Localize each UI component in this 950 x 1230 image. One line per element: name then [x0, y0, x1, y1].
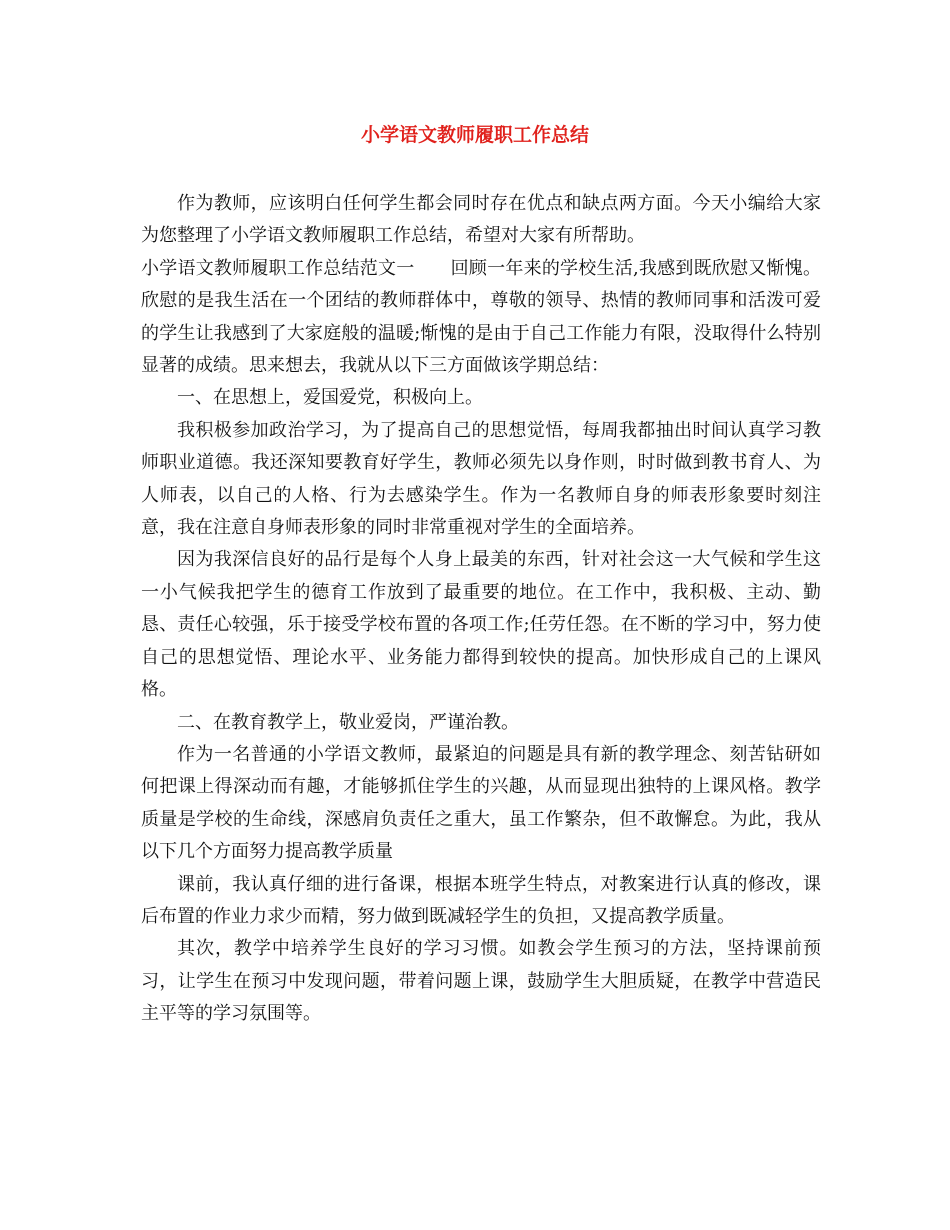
paragraph-sample-one	[141, 253, 821, 383]
document-title: 小学语文教师履职工作总结	[360, 124, 589, 146]
sample-heading: 小学语文教师履职工作总结范文一	[141, 257, 415, 279]
paragraph-prep: 课前，我认真仔细的进行备课，根据本班学生特点，对教案进行认真的修改，课后布置的作业力求少而精，努力做到既减轻学生的负担，又提高教学质量。	[141, 873, 821, 927]
document-body	[141, 188, 821, 1031]
paragraph-study: 我积极参加政治学习，为了提高自己的思想觉悟，每周我都抽出时间认真学习教师职业道德。我还深知要教育好学生，教师必须先以身作则，时时做到教书育人、为人师表，以自己的人格、行为去感染学生。作为一名教师自身的师表形象要时刻注意，我在注意自身师表形象的同时非常重视对学生的全面培养。	[141, 419, 821, 539]
section-heading-thought: 一、在思想上，爱国爱党，积极向上。	[177, 387, 483, 409]
sample-body: 回顾一年来的学校生活,我感到既欣慰又惭愧。欣慰的是我生活在一个团结的教师群体中，尊敬的领导、热情的教师同事和活泼可爱的学生让我感到了大家庭般的温暖;惭愧的是由于自己工作能力有限，没取得什么特别显著的成绩。思来想去，我就从以下三方面做该学期总结：	[141, 257, 821, 377]
paragraph-teaching: 作为一名普通的小学语文教师，最紧迫的问题是具有新的教学理念、刻苦钻研如何把课上得深动而有趣，才能够抓住学生的兴趣，从而显现出独特的上课风格。教学质量是学校的生命线，深感肩负责任之重大，虽工作繁杂，但不敢懈怠。为此，我从以下几个方面努力提高教学质量	[141, 743, 821, 863]
paragraph-moral: 因为我深信良好的品行是每个人身上最美的东西，针对社会这一大气候和学生这一小气候我把学生的德育工作放到了最重要的地位。在工作中，我积极、主动、勤恳、责任心较强，乐于接受学校布置的各项工作;任劳任怨。在不断的学习中，努力使自己的思想觉悟、理论水平、业务能力都得到较快的提高。加快形成自己的上课风格。	[141, 549, 821, 701]
paragraph-habits: 其次，教学中培养学生良好的学习习惯。如教会学生预习的方法，坚持课前预习，让学生在预习中发现问题，带着问题上课，鼓励学生大胆质疑，在教学中营造民主平等的学习氛围等。	[141, 938, 821, 1025]
paragraph-intro: 作为教师，应该明白任何学生都会同时存在优点和缺点两方面。今天小编给大家为您整理了小学语文教师履职工作总结，希望对大家有所帮助。	[141, 193, 821, 247]
section-heading-teaching: 二、在教育教学上，敬业爱岗，严谨治教。	[177, 711, 519, 733]
